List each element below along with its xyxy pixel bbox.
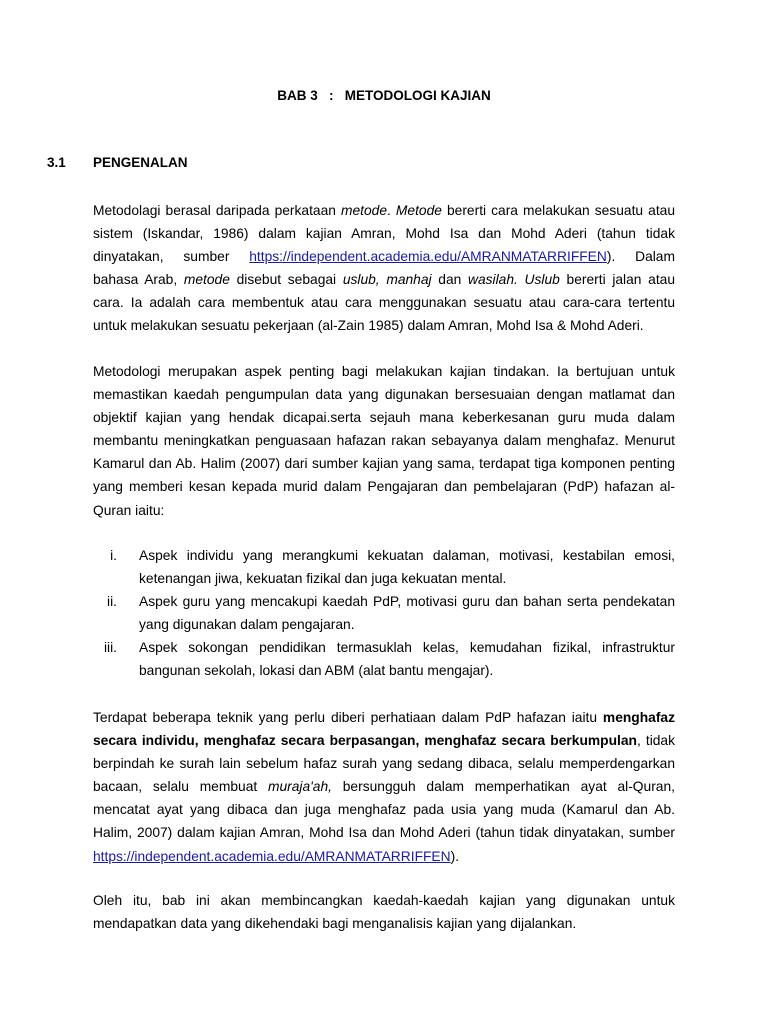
paragraph-text: bererti jalan atau cara. Ia adalah cara membentuk atau cara menggunakan sesuatu atau cara-cara tertentu untuk melakukan sesuatu pekerjaan (al-Zain 1985) dalam Amran, Mohd Isa & Mohd Aderi. bbox=[93, 272, 676, 334]
source-link[interactable]: https://independent.academia.edu/AMRANMATARRIFFEN bbox=[249, 249, 607, 265]
source-link[interactable]: https://independent.academia.edu/AMRANMATARRIFFEN bbox=[93, 848, 451, 864]
paragraph-chapter-summary: Oleh itu, bab ini akan membincangkan kaedah-kaedah kajian yang digunakan untuk mendapatkan data yang dikehendaki bagi menganalisis kajian yang dijalankan. bbox=[93, 893, 675, 932]
paragraph-text: , tidak berpindah ke surah lain sebelum hafaz surah yang sedang dibaca, selalu memperdengarkan bacaan, selalu membuat bbox=[93, 733, 676, 795]
list-marker: iii. bbox=[103, 640, 117, 656]
paragraph-text: bererti cara melakukan sesuatu atau sistem (Iskandar, 1986) dalam kajian Amran, Mohd Isa dan Mohd Aderi (tahun tidak dinyatakan, sumber bbox=[93, 203, 675, 265]
section-heading bbox=[47, 155, 188, 170]
paragraph-metodologi-purpose: Metodologi merupakan aspek penting bagi melakukan kajian tindakan. Ia bertujuan untuk memastikan kaedah pengumpulan data yang digunakan bersesuaian dengan matlamat dan objektif kajian yang hendak dicapai.serta sejauh mana keberkesanan guru muda dalam membantu meningkatkan penguasaan hafazan rakan sebayanya dalam menghafaz. Menurut Kamarul dan Ab. Halim (2007) dari sumber kajian yang sama, terdapat tiga komponen penting yang memberi kesan kepada murid dalam Pengajaran dan pembelajaran (PdP) hafazan al-Quran iaitu: bbox=[93, 364, 675, 518]
list-item bbox=[93, 636, 675, 682]
italic-term: Metode bbox=[395, 203, 442, 218]
paragraph-text: dan bbox=[431, 272, 468, 288]
paragraph-text: bersungguh dalam memperhatikan ayat al-Quran, mencatat ayat yang dibaca dan juga menghafaz pada usia yang muda (Kamarul dan Ab. Halim, 2007) dalam kajian Amran, Mohd Isa dan Mohd Aderi (tahun tidak dinyatakan, sumber bbox=[93, 779, 675, 841]
paragraph-text: ). bbox=[450, 848, 460, 864]
list-item bbox=[93, 544, 675, 590]
italic-term: metode bbox=[340, 203, 388, 218]
paragraph-text: Terdapat beberapa teknik yang perlu diberi perhatiaan dalam PdP hafazan iaitu bbox=[93, 710, 603, 725]
section-title: PENGENALAN bbox=[93, 155, 188, 170]
paragraph-hafazan-techniques bbox=[93, 706, 675, 868]
list-item-text: Aspek sokongan pendidikan termasuklah kelas, kemudahan fizikal, infrastruktur bangunan sekolah, lokasi dan ABM (alat bantu mengajar). bbox=[139, 640, 675, 679]
paragraph-text: . bbox=[387, 203, 396, 218]
list-item-text: Aspek individu yang merangkumi kekuatan dalaman, motivasi, kestabilan emosi, ketenangan jiwa, kekuatan fizikal dan juga kekuatan mental. bbox=[139, 548, 675, 587]
list-marker: i. bbox=[110, 548, 117, 563]
paragraph-text: disebut sebagai bbox=[229, 272, 343, 288]
chapter-title: BAB 3 : METODOLOGI KAJIAN bbox=[277, 88, 491, 103]
italic-term: muraja'ah, bbox=[267, 779, 332, 795]
section-number: 3.1 bbox=[47, 155, 66, 170]
paragraph-text: Metodolagi berasal daripada perkataan bbox=[93, 203, 341, 218]
italic-term: uslub, manhaj bbox=[342, 272, 432, 288]
italic-term: wasilah. Uslub bbox=[468, 272, 560, 288]
bold-techniques: menghafaz secara individu, menghafaz secara berpasangan, menghafaz secara berkumpulan bbox=[93, 710, 675, 749]
list-item bbox=[93, 590, 675, 636]
paragraph-metodologi-definition bbox=[93, 199, 675, 338]
list-item-text: Aspek guru yang mencakupi kaedah PdP, motivasi guru dan bahan serta pendekatan yang digunakan dalam pengajaran. bbox=[139, 594, 675, 633]
italic-term: metode bbox=[183, 272, 230, 288]
component-list bbox=[93, 544, 675, 683]
list-marker: ii. bbox=[107, 594, 117, 610]
paragraph-text: ). Dalam bahasa Arab, bbox=[93, 249, 675, 288]
